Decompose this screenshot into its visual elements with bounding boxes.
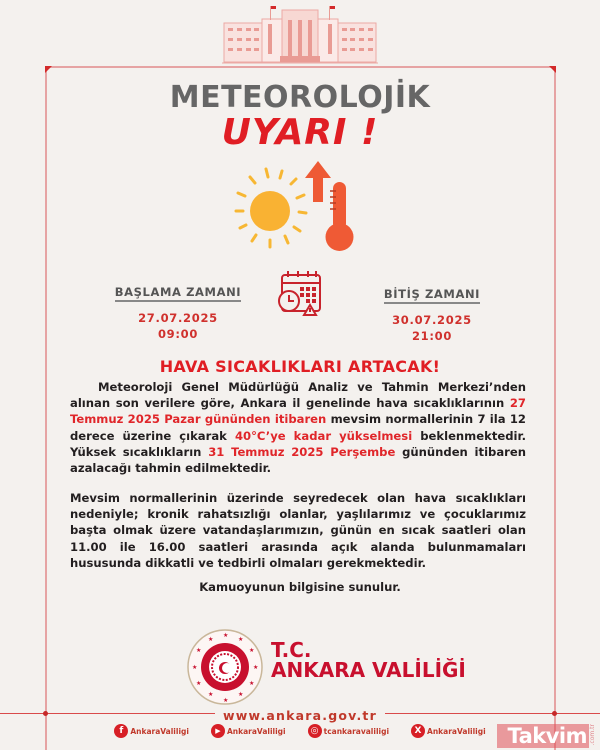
start-time-label: BAŞLAMA ZAMANI bbox=[115, 285, 241, 302]
end-date: 30.07.2025 bbox=[392, 313, 472, 327]
end-time: 21:00 bbox=[411, 329, 453, 343]
headline: HAVA SICAKLIKLARI ARTACAK! bbox=[159, 357, 441, 376]
takvim-watermark: Takvim bbox=[497, 724, 589, 748]
paragraph-forecast bbox=[70, 379, 526, 476]
svg-text:★: ★ bbox=[223, 697, 229, 704]
end-time-block bbox=[342, 283, 522, 344]
website-url-block bbox=[0, 705, 600, 724]
frame-top-border bbox=[45, 66, 556, 68]
facebook-icon: f bbox=[114, 724, 128, 738]
svg-text:★: ★ bbox=[249, 647, 255, 654]
svg-text:★: ★ bbox=[208, 691, 214, 698]
title-uyari: UYARI ! bbox=[221, 112, 379, 153]
paragraph-text: beklenmektedir. Yüksek sıcaklıkların bbox=[70, 428, 526, 459]
social-handle: tcankaravaliligi bbox=[323, 726, 390, 736]
svg-text:★: ★ bbox=[253, 664, 259, 671]
takvim-watermark-domain: .com.tr bbox=[589, 724, 596, 746]
paragraph-text: mevsim normallerinin 7 ila 12 derece üzerine çıkarak bbox=[70, 412, 526, 443]
highlight-start-date: 27 Temmuz 2025 Pazar gününden itibaren bbox=[70, 396, 526, 427]
org-tc: T.C. bbox=[271, 638, 312, 662]
svg-text:★: ★ bbox=[192, 664, 198, 671]
social-handle: AnkaraValiligi bbox=[226, 726, 286, 736]
svg-text:★: ★ bbox=[249, 680, 255, 687]
frame-left-border bbox=[45, 67, 47, 750]
svg-text:★: ★ bbox=[208, 636, 214, 643]
social-handle: AnkaraValiligi bbox=[130, 726, 189, 736]
youtube-icon: ▶ bbox=[211, 724, 225, 738]
sun-arrow-up-thermometer-icon bbox=[230, 155, 370, 255]
start-time: 09:00 bbox=[157, 327, 199, 341]
paragraph-text: gününden itibaren azalacağı tahmin edilmektedir. bbox=[70, 444, 527, 476]
highlight-end-date: 31 Temmuz 2025 Perşembe bbox=[208, 444, 396, 459]
start-time-block bbox=[88, 281, 268, 342]
end-time-label: BİTİŞ ZAMANI bbox=[384, 287, 480, 304]
svg-text:★: ★ bbox=[238, 691, 244, 698]
frame-right-border bbox=[554, 67, 556, 750]
instagram-icon: ◎ bbox=[308, 724, 322, 738]
highlight-max-temp: 40°C’ye kadar yükselmesi bbox=[234, 428, 413, 443]
frame-corner-left bbox=[45, 66, 52, 73]
start-date: 27.07.2025 bbox=[138, 311, 218, 325]
svg-text:★: ★ bbox=[223, 632, 229, 639]
frame-corner-right bbox=[549, 66, 556, 73]
svg-text:★: ★ bbox=[238, 636, 244, 643]
org-ankara-valiligi: ANKARA VALİLİĞİ bbox=[271, 658, 466, 682]
social-facebook[interactable] bbox=[114, 724, 189, 738]
svg-text:★: ★ bbox=[196, 680, 202, 687]
social-youtube[interactable] bbox=[211, 724, 286, 738]
governorship-building-icon bbox=[222, 6, 378, 64]
title-meteorolojik: METEOROLOJİK bbox=[169, 80, 431, 115]
closing-statement: Kamuoyunun bilgisine sunulur. bbox=[199, 580, 401, 594]
paragraph-text: Meteoroloji Genel Müdürlüğü Analiz ve Tahmin Merkezi’nden alınan son verilere göre, Ankara il genelinde hava sıcaklıklarının bbox=[70, 380, 526, 411]
social-instagram[interactable] bbox=[308, 724, 389, 738]
ankara-valiligi-seal-icon bbox=[186, 628, 264, 706]
social-handle: AnkaraValiligi bbox=[427, 726, 486, 736]
x-icon: X bbox=[411, 724, 425, 738]
calendar-clock-warning-icon bbox=[276, 267, 324, 317]
social-x[interactable] bbox=[411, 724, 486, 738]
website-url[interactable]: www.ankara.gov.tr bbox=[215, 708, 385, 723]
svg-text:★: ★ bbox=[196, 647, 202, 654]
paragraph-advice: Mevsim normallerinin üzerinde seyredecek olan hava sıcaklıkları nedeniyle; kronik rahatsızlığı olanlar, yaşlılarımız ve çocuklarımız başta olmak üzere vatandaşlarımızın, günün en sıcak saatleri olan 11.00 ile 16.00 saatleri arasında açık alanda bulunmamaları hususunda dikkatli ve tedbirli olmaları gerekmektedir. bbox=[70, 491, 526, 570]
